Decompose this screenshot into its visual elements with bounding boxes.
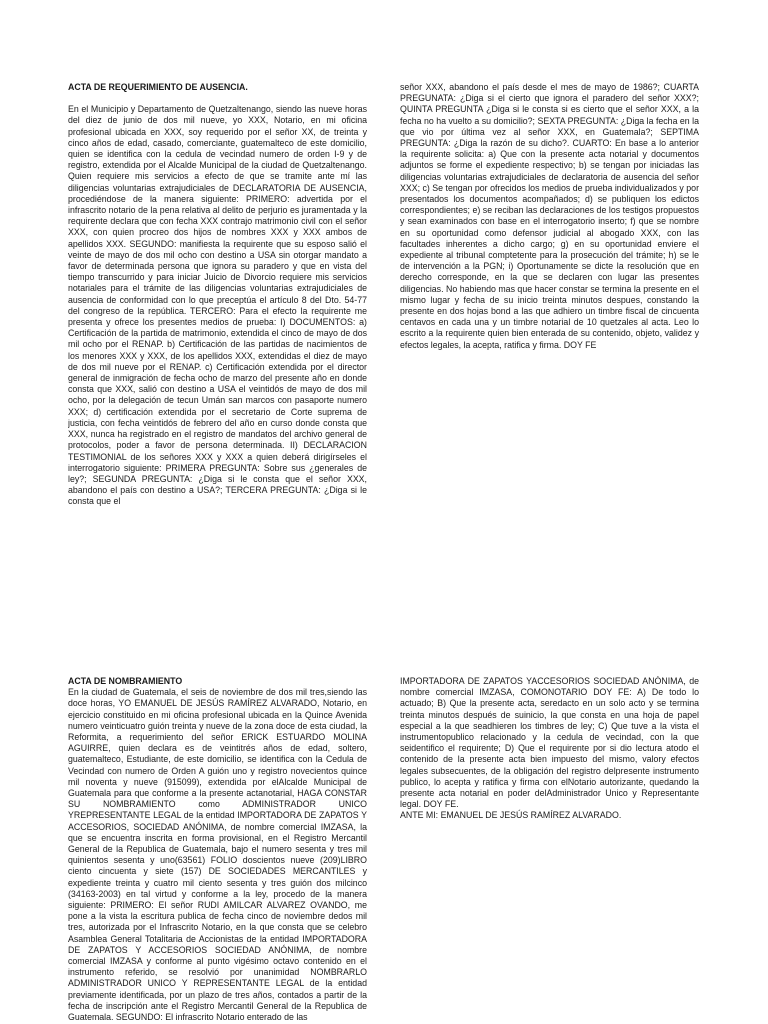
nombramiento-column-right xyxy=(400,676,699,828)
nombramiento-closing: ANTE MI: EMANUEL DE JESÚS RAMÍREZ ALVARADO. xyxy=(400,810,622,821)
ausencia-column-right xyxy=(400,82,699,362)
ausencia-column-left xyxy=(68,82,367,512)
nombramiento-column-left xyxy=(68,676,367,1024)
nombramiento-body-right: IMPORTADORA DE ZAPATOS YACCESORIOS SOCIEDAD ANÓNIMA, de nombre comercial IMZASA, COMONOTARIO DOY FE: A) De todo lo actuado; B) Que la presente acta, seredacto en un solo acto y se termina treinta minutos después de suinicio, la que consta en una hoja de papel especial a la que seadhieren los timbres de ley; C) Que tuve a la vista el instrumentopublico relacionado y la cedula de vecindad, con la que seidentifico el requirente; D) Que el requirente por si dio lectura atodo el contenido de la presente acta bien impuesto del mismo, valory efectos legales subsecuentes, de la obligación del registro delpresente instrumento publico, lo acepta y ratifica y firma con elNotario autorizante, quedando la presente acta notarial en poder delAdministrador Unico y Representante legal. DOY FE. xyxy=(400,676,699,810)
ausencia-body-left: En el Municipio y Departamento de Quetzaltenango, siendo las nueve horas del diez de junio de dos mil nueve, yo XXX, Notario, en mi oficina profesional ubicada en XXX, soy requerido por el señor XX, de treinta y cinco años de edad, casado, comerciante, guatemalteco de este domicilio, quien se identifica con la cedula de vecindad numero de orden I-9 y de registro, extendida por el Alcalde Municipal de la ciudad de Quetzaltenango. Quien requiere mis servicios a efecto de que se tramite ante mí las diligencias voluntarias extrajudiciales de DECLARATORIA DE AUSENCIA, procediéndose de la manera siguiente: PRIMERO: advertida por el infrascrito notario de la pena relativa al delito de perjurio es juramentada y la requirente declara que con fecha XXX contrajo matrimonio civil con el señor XXX, con quien procreo dos hijos de nombres XXX y XXX ambos de apellidos XXX. SEGUNDO: manifiesta la requirente que su esposo salió el veinte de mayo de dos mil ocho con destino a USA sin otorgar mandato a favor de determinada persona que ignora su paradero y que en vista del tiempo transcurrido y para iniciar Juicio de Divorcio requiere mis servicios notariales para el trámite de las diligencias voluntarias extrajudiciales de ausencia de conformidad con lo que preceptúa el artículo 8 del Dto. 54-77 del congreso de la república. TERCERO: Para el efecto la requirente me presenta y ofrece los presentes medios de prueba: I) DOCUMENTOS: a) Certificación de la partida de matrimonio, extendida el cinco de mayo de dos mil ocho por el RENAP. b) Certificación de las partidas de nacimientos de los menores XXX y XXX, de los apellidos XXX, extendidas el diez de mayo de dos mil nueve por el RENAP. c) Certificación extendida por el director general de inmigración de fecha ocho de marzo del presente año en donde consta que XXX, salió con destino a USA el veintidós de mayo de dos mil ocho, por la delegación de tecun Umán san marcos con pasaporte numero XXX; d) certificación extendida por el secretario de Corte suprema de justicia, con fecha veintidós de febrero del año en curso donde consta que XXX, nunca ha registrado en el registro de mandatos del archivo general de protocolos, poder a favor de persona determinada. II) DECLARACION TESTIMONIAL de los señores XXX y XXX a quien deberá dirigírseles el interrogatorio siguiente: PRIMERA PREGUNTA: Sobre sus ¿generales de ley?; SEGUNDA PREGUNTA: ¿Diga si le consta que el señor XXX, abandono el país con destino a USA?; TERCERA PREGUNTA: ¿Diga si le consta que el xyxy=(68,104,367,507)
nombramiento-body-left: En la ciudad de Guatemala, el seis de noviembre de dos mil tres,siendo las doce horas, YO EMANUEL DE JESÚS RAMÍREZ ALVARADO, Notario, en ejercicio constituido en mi oficina profesional ubicada en la Quince Avenida numero veinticuatro guión treinta y nueve de la zona doce de esta ciudad, la Reformita, a requerimiento del señor ERICK ESTUARDO MOLINA AGUIRRE, quien declara es de veintitrés años de edad, soltero, guatemalteco, Estudiante, de este domicilio, se identifica con la Cedula de Vecindad con numero de Orden A guión uno y registro novecientos quince mil noventa y nueve (915099), extendida por elAlcalde Municipal de Guatemala para que conforme a la presente actanotarial, HAGA CONSTAR SU NOMBRAMIENTO como ADMINISTRADOR UNICO YREPRESENTANTE LEGAL de la entidad IMPORTADORA DE ZAPATOS Y ACCESORIOS, SOCIEDAD ANÓNIMA, de nombre comercial IMZASA, la que se encuentra inscrita en forma provisional, en el Registro Mercantil General de la Republica de Guatemala, bajo el numero sesenta y tres mil quinientos sesenta y uno(63561) FOLIO doscientos nueve (209)LIBRO ciento cincuenta y siete (157) DE SOCIEDADES MERCANTILES y expediente treinta y cuatro mil ciento sesenta y tres guión dos milcinco (34163-2003) en tal virtud y conforme a la ley, procedo de la manera siguiente: PRIMERO: El señor RUDI AMILCAR ALVAREZ OVANDO, me pone a la vista la escritura publica de fecha cinco de noviembre dedos mil tres, autorizada por el Infrascrito Notario, en la que consta que se celebro Asamblea General Totalitaria de Accionistas de la entidad IMPORTADORA DE ZAPATOS Y ACCESORIOS SOCIEDAD ANÓNIMA, de nombre comercial IMZASA y conforme al punto vigésimo octavo contenido en el instrumento referido, se resolvió por unanimidad NOMBRARLO ADMINISTRADOR UNICO Y REPRESENTANTE LEGAL de la entidad previamente identificada, por un plazo de tres años, contados a partir de la fecha de inscripción ante el Registro Mercantil General de la Republica de Guatemala. SEGUNDO: El infrascrito Notario enterado de las xyxy=(68,687,367,1023)
ausencia-title: ACTA DE REQUERIMIENTO DE AUSENCIA. xyxy=(68,82,248,92)
ausencia-body-right: señor XXX, abandono el país desde el mes de mayo de 1986?; CUARTA PREGUNATA: ¿Diga si el cierto que ignora el paradero del señor XXX?; QUINTA PREGUNTA ¿Diga si le consta si es cierto que el señor XXX, a la fecha no ha vuelto a su domicilio?; SEXTA PREGUNTA: ¿Diga la fecha en la que vio por última vez al señor XXX, en Guatemala?; SEPTIMA PREGUNTA: ¿Diga la razón de su dicho?. CUARTO: En base a lo anterior la requirente solicita: a) Que con la presente acta notarial y documentos adjuntos se forme el expediente respectivo; b) se tengan por iniciadas las diligencias voluntarias extrajudiciales de declaratoria de ausencia del señor XXX; c) Se tengan por ofrecidos los medios de prueba individualizados y por presentados los documentos acompañados; d) se publiquen los edictos correspondientes; e) se reciban las declaraciones de los testigos propuestos y sean examinados con base en el interrogatorio inserto; f) que se nombre en su oportunidad como defensor judicial al abogado XXX, con las facultades inherentes a dicho cargo; g) en su oportunidad enviere el expediente al tribunal comptetente para la prosecución del trámite; h) se le de intervención a la PGN; i) Oportunamente se dicte la resolución que en derecho corresponde, en la que se declaren con lugar las presentes diligencias. No habiendo mas que hacer constar se termina la presente en el mismo lugar y fecha de su inicio treinta minutos despues, constando la presente en dos hojas bond a las que adhiero un timbre fiscal de cincuenta centavos en cada una y un timbre notarial de 10 quetzales al acta. Leo lo escrito a la requirente quien bien enterada de su contenido, objeto, validez y efectos legales, la acepta, ratifica y firma. DOY FE xyxy=(400,82,699,350)
nombramiento-title: ACTA DE NOMBRAMIENTO xyxy=(68,676,183,686)
